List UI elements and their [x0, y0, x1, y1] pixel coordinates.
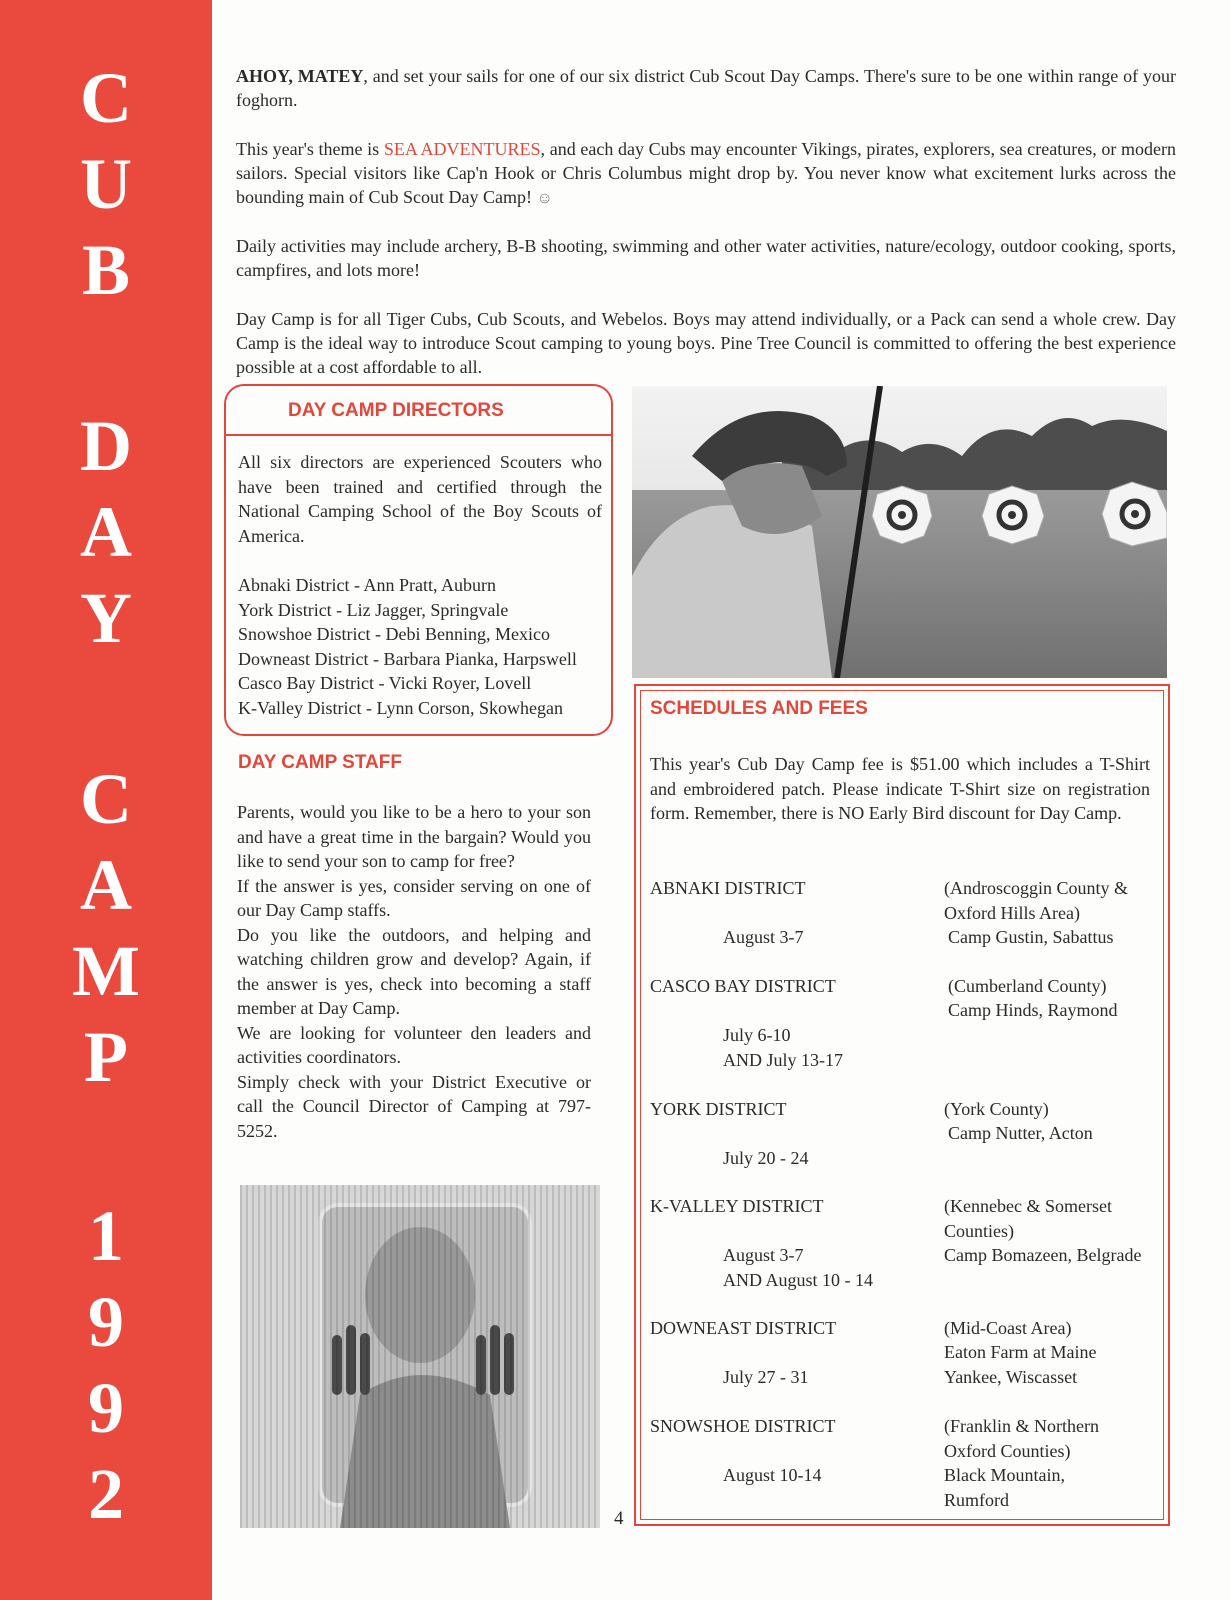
sidebar-letter: A [80, 492, 132, 572]
district-name: DOWNEAST DISTRICT [650, 1318, 837, 1338]
district-dates: July 6-10 AND July 13-17 [723, 1025, 843, 1070]
intro-paragraph-2: This year's theme is SEA ADVENTURES, and each day Cubs may encounter Vikings, pirates, explorers, sea creatures, or modern sailors. Special visitors like Cap'n Hook or Chris Columbus might drop by. You never know what excitement lurks across the bounding main of Cub Scout Day Camp! ☺ [236, 139, 1177, 207]
sidebar-letter: 9 [88, 1368, 124, 1448]
title-sidebar [0, 0, 212, 1600]
schedules-box [634, 684, 1170, 1526]
intro-paragraph-1: AHOY, MATEY, and set your sails for one of our six district Cub Scout Day Camps. There's sure to be one within range of your foghorn. [236, 66, 1176, 110]
directors-box [224, 384, 613, 736]
district-name: YORK DISTRICT [650, 1099, 787, 1119]
sidebar-letter: C [80, 58, 132, 138]
district-camp: Camp Nutter, Acton [948, 1123, 1093, 1143]
district-area: (Franklin & Northern Oxford Counties) [944, 1416, 1099, 1461]
list-item: Casco Bay District - Vicki Royer, Lovell [238, 673, 532, 693]
sidebar-letter: P [84, 1017, 128, 1097]
sidebar-letter: 9 [88, 1282, 124, 1362]
district-area: (Kennebec & Somerset Counties) [944, 1196, 1112, 1241]
staff-line: Do you like the outdoors, and helping and watching children grow and develop? Again, if the answer is yes, check into becoming a staff member at Day Camp. [237, 924, 591, 1018]
district-area: (Mid-Coast Area) [944, 1318, 1072, 1338]
staff-line: If the answer is yes, consider serving on one of our Day Camp staffs. [237, 875, 591, 920]
district-dates: July 20 - 24 [723, 1148, 809, 1168]
intro-lead: AHOY, MATEY [236, 66, 364, 86]
district-area: (Cumberland County) [948, 976, 1107, 996]
archery-photo [632, 386, 1167, 678]
staff-line: Parents, would you like to be a hero to your son and have a great time in the bargain? Would you like to send your son to camp for free? [237, 802, 591, 871]
list-item: York District - Liz Jagger, Springvale [238, 599, 509, 620]
schedules-title: SCHEDULES AND FEES [650, 698, 868, 719]
sidebar-letter: 1 [88, 1196, 124, 1276]
sidebar-letter: D [80, 406, 132, 486]
staff-line: Simply check with your District Executive or call the Council Director of Camping at 797-5252. [237, 1071, 591, 1141]
district-dates: August 10-14 [723, 1465, 822, 1485]
directors-list [238, 573, 608, 720]
district-dates: July 27 - 31 [723, 1367, 809, 1387]
list-item: Abnaki District - Ann Pratt, Auburn [238, 575, 496, 595]
sidebar-letter: A [80, 845, 132, 925]
district-camp: Camp Hinds, Raymond [948, 1000, 1118, 1020]
sidebar-letter: C [80, 759, 132, 839]
directors-title: DAY CAMP DIRECTORS [288, 400, 504, 421]
district-name: K-VALLEY DISTRICT [650, 1196, 824, 1216]
list-item: Snowshoe District - Debi Benning, Mexico [238, 624, 550, 644]
district-name: ABNAKI DISTRICT [650, 878, 806, 898]
directors-divider [224, 434, 613, 436]
district-dates: August 3-7 [723, 927, 804, 947]
district-area: (Androscoggin County & Oxford Hills Area) [944, 878, 1128, 923]
child-photo [240, 1185, 600, 1528]
district-name: CASCO BAY DISTRICT [650, 976, 836, 996]
list-item: K-Valley District - Lynn Corson, Skowhegan [238, 697, 563, 718]
sidebar-letter: B [81, 230, 131, 310]
list-item: Downeast District - Barbara Pianka, Harpswell [238, 648, 577, 669]
intro-paragraph-4: Day Camp is for all Tiger Cubs, Cub Scouts, and Webelos. Boys may attend individually, or a Pack can send a whole crew. Day Camp is the ideal way to introduce Scout camping to young boys. Pine Tree Council is committed to offering the best experience possible at a cost affordable to all. [236, 309, 1176, 377]
smiley-icon: ☺ [536, 190, 553, 207]
staff-title: DAY CAMP STAFF [238, 752, 402, 773]
district-camp: Black Mountain, Rumford [944, 1465, 1065, 1510]
district-camp: Camp Bomazeen, Belgrade [944, 1245, 1142, 1265]
schedules-intro: This year's Cub Day Camp fee is $51.00 which includes a T-Shirt and embroidered patch. Please indicate T-Shirt size on registration form. Remember, there is NO Early Bird discount for Day Camp. [650, 754, 1150, 823]
staff-text [237, 800, 591, 1143]
district-name: SNOWSHOE DISTRICT [650, 1416, 836, 1436]
staff-line: We are looking for volunteer den leaders and activities coordinators. [237, 1022, 591, 1067]
theme-name: SEA ADVENTURES [383, 139, 541, 159]
sidebar-letter: U [80, 144, 132, 224]
directors-intro: All six directors are experienced Scouters who have been trained and certified through the National Camping School of the Boy Scouts of America. [238, 452, 602, 546]
district-dates: August 3-7 AND August 10 - 14 [723, 1245, 874, 1290]
district-camp: Eaton Farm at Maine Yankee, Wiscasset [944, 1342, 1097, 1387]
sidebar-letter: 2 [88, 1454, 124, 1534]
district-camp: Camp Gustin, Sabattus [948, 927, 1114, 947]
sidebar-letter: M [72, 931, 140, 1011]
sidebar-letter: Y [80, 578, 132, 658]
page-number: 4 [614, 1508, 624, 1529]
intro-paragraph-3: Daily activities may include archery, B-B shooting, swimming and other water activities, nature/ecology, outdoor cooking, sports, campfires, and lots more! [236, 236, 1176, 280]
district-area: (York County) [944, 1099, 1049, 1119]
